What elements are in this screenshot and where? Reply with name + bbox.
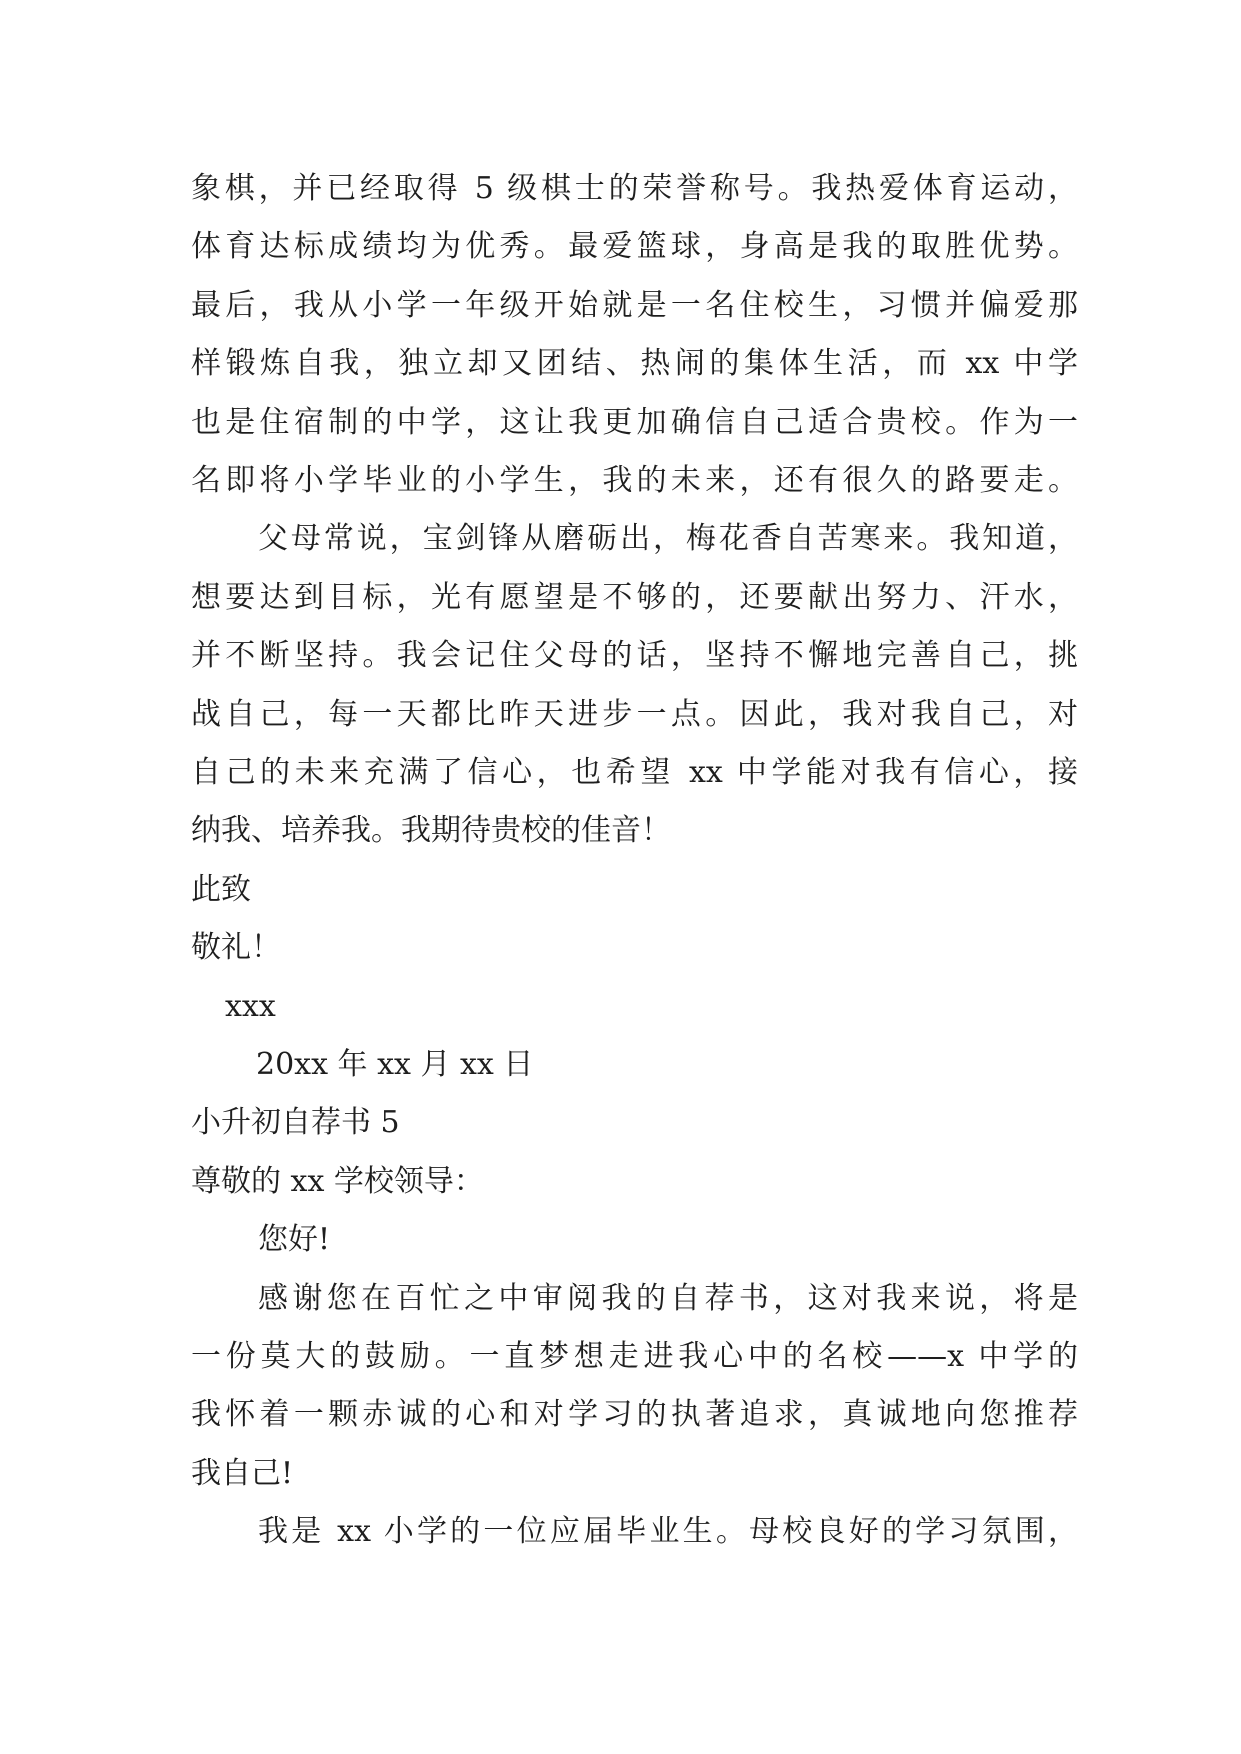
- paragraph-start-line: 父母常说，宝剑锋从磨砺出，梅花香自苦寒来。我知道，: [258, 521, 1078, 556]
- paragraph-start-line: 感谢您在百忙之中审阅我的自荐书，这对我来说，将是: [258, 1281, 1078, 1316]
- text-line: 纳我、培养我。我期待贵校的佳音！: [191, 813, 671, 848]
- section-title: 小升初自荐书 5: [191, 1105, 400, 1140]
- closing-phrase: 此致: [191, 872, 251, 907]
- paragraph-start-line: 我是 xx 小学的一位应届毕业生。母校良好的学习氛围，: [258, 1514, 1078, 1549]
- greeting: 您好!: [258, 1222, 331, 1257]
- salutation: 尊敬的 xx 学校领导：: [191, 1164, 484, 1199]
- text-line: 我自己!: [191, 1456, 294, 1491]
- text-line: 战自己，每一天都比昨天进步一点。因此，我对我自己，对: [191, 697, 1078, 732]
- text-line: 象棋，并已经取得 5 级棋士的荣誉称号。我热爱体育运动，: [191, 171, 1078, 206]
- text-line: 体育达标成绩均为优秀。最爱篮球，身高是我的取胜优势。: [191, 229, 1078, 264]
- text-line: 并不断坚持。我会记住父母的话，坚持不懈地完善自己，挑: [191, 638, 1078, 673]
- text-line: 名即将小学毕业的小学生，我的未来，还有很久的路要走。: [191, 463, 1078, 498]
- text-line: 想要达到目标，光有愿望是不够的，还要献出努力、汗水，: [191, 580, 1078, 615]
- text-line: 一份莫大的鼓励。一直梦想走进我心中的名校——x 中学的: [191, 1339, 1078, 1374]
- text-line: 样锻炼自我，独立却又团结、热闹的集体生活，而 xx 中学: [191, 346, 1078, 381]
- text-line: 我怀着一颗赤诚的心和对学习的执著追求，真诚地向您推荐: [191, 1397, 1078, 1432]
- closing-salute: 敬礼！: [191, 930, 281, 965]
- text-line: 最后，我从小学一年级开始就是一名住校生，习惯并偏爱那: [191, 288, 1078, 323]
- signature-date: 20xx 年 xx 月 xx 日: [256, 1047, 534, 1082]
- text-line: 也是住宿制的中学，这让我更加确信自己适合贵校。作为一: [191, 405, 1078, 440]
- signature-name: xxx: [225, 989, 276, 1024]
- text-line: 自己的未来充满了信心，也希望 xx 中学能对我有信心，接: [191, 755, 1078, 790]
